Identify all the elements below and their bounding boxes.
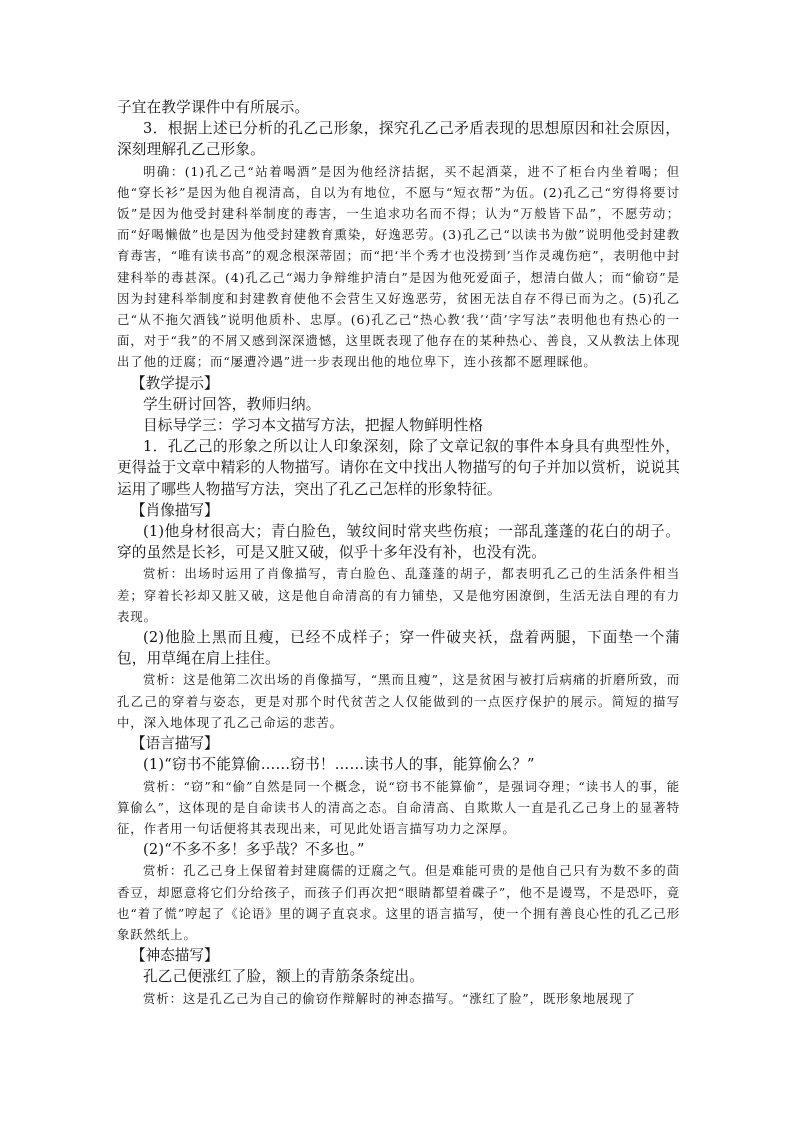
quote-portrait-1: (1)他身材很高大；青白脸色，皱纹间时常夹些伤痕；一部乱蓬蓬的花白的胡子。穿的虽然是长衫，可是又脏又破，似乎十多年没有补，也没有洗。 [117, 523, 680, 562]
section-heading-speech: 【语言描写】 [131, 735, 219, 753]
section-heading-expression: 【神态描写】 [131, 947, 219, 965]
analysis-portrait-1: 赏析：出场时运用了肖像描写，青白脸色、乱蓬蓬的胡子，都表明孔乙己的生活条件相当差；穿着长衫却又脏又破，这是他自命清高的有力铺垫，又是他穷困潦倒，生活无法自理的有力表现。 [117, 566, 680, 624]
question-1: 1．孔乙己的形象之所以让人印象深刻，除了文章记叙的事件本身具有典型性外，更得益于文章中精彩的人物描写。请你在文中找出人物描写的句子并加以赏析，说说其运用了哪些人物描写方法，突出了孔乙己怎样的形象特征。 [117, 438, 680, 498]
objective-heading: 目标导学三：学习本文描写方法，把握人物鲜明性格 [143, 417, 484, 435]
quote-expression: 孔乙己便涨红了脸，额上的青筋条条绽出。 [143, 968, 425, 986]
paragraph-teaching-tip: 学生研讨回答，教师归纳。 [143, 395, 321, 413]
lesson-plan-content [117, 97, 680, 1009]
section-heading-teaching-tip: 【教学提示】 [131, 374, 219, 392]
answer-analysis: 明确：(1)孔乙己“站着喝酒”是因为他经济拮据，买不起酒菜，进不了柜台内坐着喝；但他“穿长衫”是因为他自视清高，自以为有地位，不愿与“短衣帮”为伍。(2)孔乙己“穷得将要讨饭”是因为他受封建科举制度的毒害，一生追求功名而不得；认为“万般皆下品”，不愿劳动；而“好喝懒做”也是因为他受封建教育熏染，好逸恶劳。(3)孔乙己“以读书为傲”说明他受封建教育毒害，“唯有读书高”的观念根深蒂固；而“把‘半个秀才也没捞到’当作灵魂伤疤”，表明他中封建科举的毒甚深。(4)孔乙己“竭力争辩维护清白”是因为他死爱面子，想清白做人；而“偷窃”是因为封建科举制度和封建教育使他不会营生又好逸恶劳，贫困无法自存不得已而为之。(5)孔乙己“从不拖欠酒钱”说明他质朴、忠厚。(6)孔乙己“热心教‘我’‘茴’字写法”表明他也有热心的一面，对于“我”的不屑又感到深深遗憾，这里既表现了他存在的某种热心、善良，又从教法上体现出了他的迂腐；而“屡遭冷遇”进一步表现出他的地位卑下，连小孩都不愿理睬他。 [117, 163, 680, 370]
analysis-expression: 赏析：这是孔乙己为自己的偷窃作辩解时的神态描写。“涨红了脸”，既形象地展现了 [143, 990, 636, 1006]
quote-speech-1: (1)“窃书不能算偷……窃书！……读书人的事，能算偷么？” [143, 756, 535, 774]
analysis-speech-2: 赏析：孔乙己身上保留着封建腐儒的迂腐之气。但是难能可贵的是他自己只有为数不多的茴香豆，却愿意将它们分给孩子，而孩子们再次把“眼睛都望着碟子”，他不是谩骂，不是恐吓，竟也“着了慌”哼起了《论语》里的调子直哀求。这里的语言描写，使一个拥有善良心性的孔乙己形象跃然纸上。 [117, 863, 680, 942]
analysis-portrait-2: 赏析：这是他第二次出场的肖像描写，“黑而且瘦”，这是贫困与被打后病痛的折磨所致，而孔乙己的穿着与姿态，更是对那个时代贫苦之人仅能做到的一点医疗保护的展示。简短的描写中，深入地体现了孔乙己命运的悲苦。 [117, 672, 680, 730]
quote-portrait-2: (2)他脸上黑而且瘦，已经不成样子；穿一件破夹袄，盘着两腿，下面垫一个蒲包，用草绳在肩上挂住。 [117, 629, 680, 668]
quote-speech-2: (2)“不多不多！多乎哉？不多也。” [143, 841, 365, 859]
section-heading-portrait: 【肖像描写】 [131, 501, 219, 519]
analysis-speech-1: 赏析：“窃”和“偷”自然是同一个概念，说“窃书不能算偷”，是强词夺理；“读书人的事，能算偷么”，这体现的是自命读书人的清高之态。自命清高、自欺欺人一直是孔乙己身上的显著特征，作者用一句话便将其表现出来，可见此处语言描写功力之深厚。 [117, 778, 680, 836]
question-3: 3．根据上述已分析的孔乙己形象，探究孔乙己矛盾表现的思想原因和社会原因，深刻理解孔乙己形象。 [117, 120, 680, 159]
paragraph-1: 子宜在教学课件中有所展示。 [117, 99, 310, 116]
